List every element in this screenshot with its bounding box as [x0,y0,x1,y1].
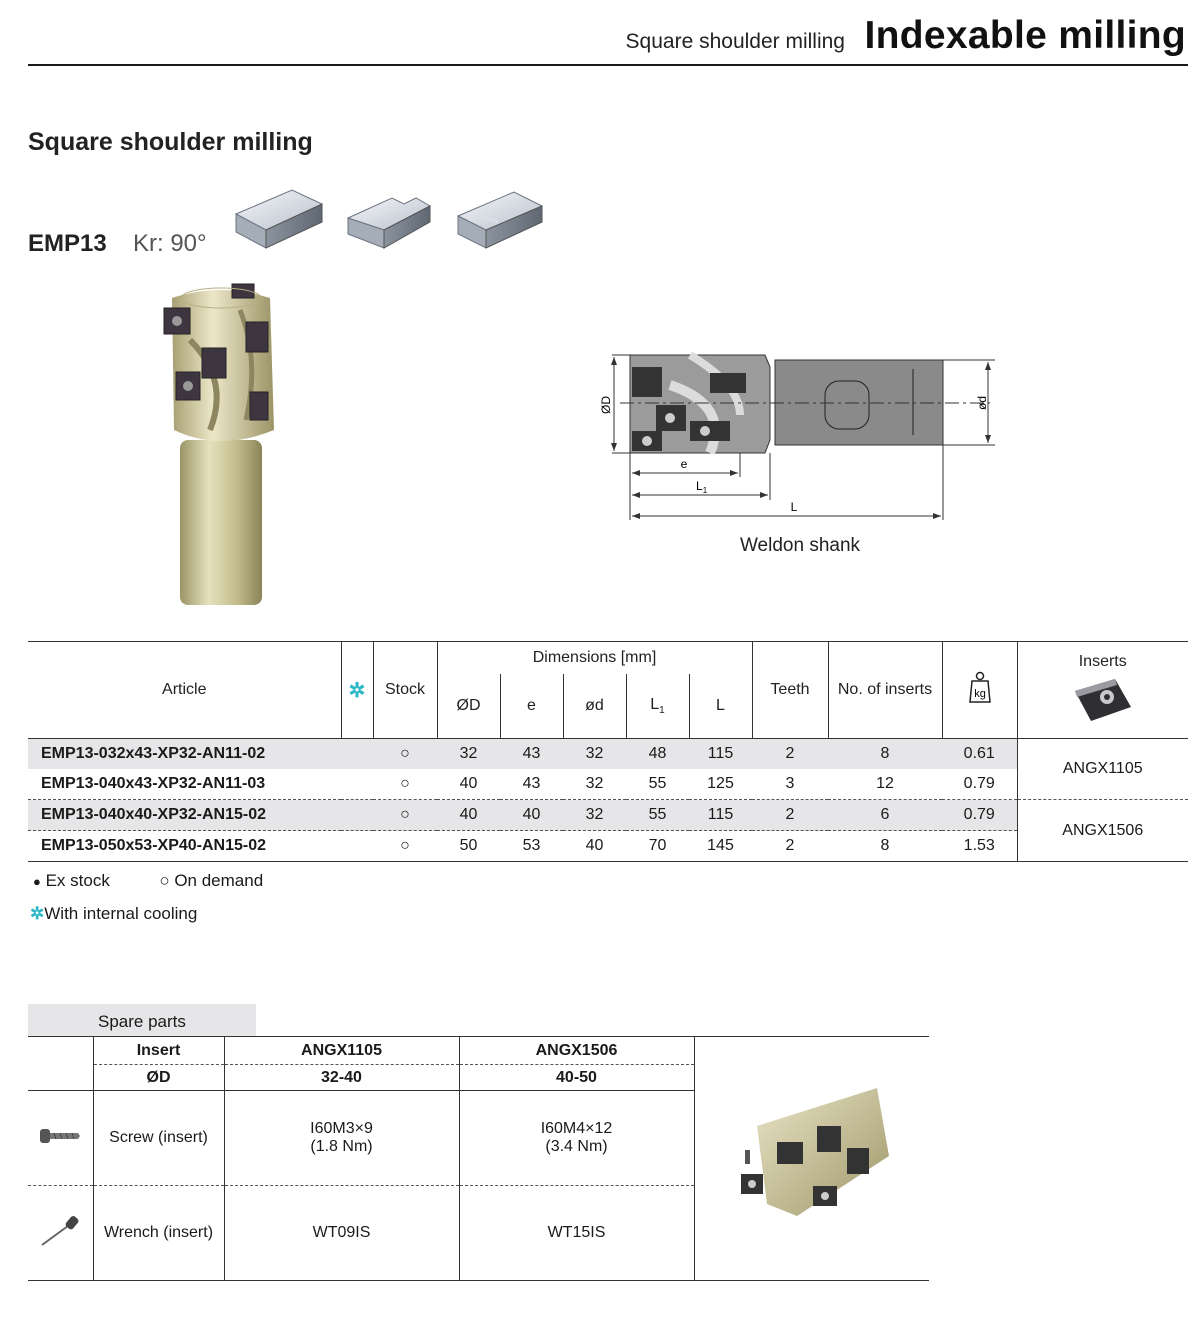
wrench-code-2: WT15IS [459,1186,694,1281]
insert-group-1: ANGX1105 [1017,739,1188,800]
wrench-code-1: WT09IS [224,1186,459,1281]
spare-insert-2: ANGX1506 [459,1037,694,1065]
drawing-caption: Weldon shank [739,535,861,556]
slot-block-icon [458,192,542,248]
legend-stock [33,871,263,891]
col-stock: Stock [373,642,437,739]
tool-assembly-image [694,1037,929,1281]
dim-label-L: L [790,500,798,514]
legend-cooling [30,904,197,924]
dim-label-D: ØD [599,396,613,414]
weldon-shank-drawing [590,345,1010,525]
insert-label: Insert [93,1037,224,1065]
ex-stock-label: Ex stock [45,871,110,890]
col-teeth: Teeth [752,642,828,739]
dim-label-e: e [680,457,688,471]
weight-icon [942,642,1017,739]
block-icon [236,190,322,248]
col-dimensions: Dimensions [mm] [437,642,752,675]
col-inserts-label: Inserts [1078,652,1127,670]
header-rule [28,64,1188,66]
screw-torque-1: (1.8 Nm) [310,1138,373,1155]
dim-label-d: ød [975,395,989,411]
ex-stock-icon: ● [33,874,41,889]
machining-shape-icons [232,186,552,254]
section-title: Square shoulder milling [28,128,313,156]
weight-unit: kg [973,687,986,700]
cooling-label: With internal cooling [44,904,198,923]
col-article: Article [28,642,341,739]
screw-cell-2 [459,1091,694,1186]
wrench-label: Wrench (insert) [93,1186,224,1281]
col-inserts-count: No. of inserts [828,642,942,739]
model-name: EMP13 [28,230,107,257]
table-row: EMP13-040x43-XP32-AN11-03 ○ 40 43 32 55 125 3 12 0.79 [28,769,1188,800]
d-label: ØD [93,1065,224,1091]
screw-cell-1 [224,1091,459,1186]
dim-label-L1: L [696,479,703,493]
spare-parts-tab: Spare parts [28,1004,256,1036]
article-code: EMP13-040x40-XP32-AN15-02 [28,800,341,831]
model-kr: Kr: 90° [133,230,207,257]
stock-status: ○ [373,769,437,800]
col-L: L [689,674,752,739]
on-demand-icon: ○ [159,871,170,890]
col-L1: $L_1$ [626,674,689,739]
table-row: EMP13-050x53-XP40-AN15-02 ○ 50 53 40 70 145 2 8 1.53 [28,831,1188,862]
cooling-legend-icon: ✲ [30,904,45,923]
article-table [28,641,1188,862]
screw-label: Screw (insert) [93,1091,224,1186]
col-e: e [500,674,563,739]
screw-code-2: I60M4×12 [540,1120,613,1137]
spare-range-2: 40-50 [459,1065,694,1091]
shoulder-block-icon [348,198,430,248]
cooling-icon: ✲ [341,642,373,739]
screw-code-1: I60M3×9 [310,1120,373,1137]
screw-icon [28,1091,93,1186]
insert-group-2: ANGX1506 [1017,800,1188,862]
spare-insert-1: ANGX1105 [224,1037,459,1065]
svg-text:L1 [696,479,708,495]
stock-status: ○ [373,800,437,831]
article-code: EMP13-050x53-XP40-AN15-02 [41,837,267,854]
on-demand-label: On demand [174,871,264,890]
col-d: ød [563,674,626,739]
col-D: ØD [437,674,500,739]
insert-image [1071,677,1135,723]
wrench-icon [28,1186,93,1281]
spare-range-1: 32-40 [224,1065,459,1091]
header-subtitle: Square shoulder milling [625,30,845,53]
stock-status: ○ [373,739,437,770]
screw-torque-2: (3.4 Nm) [545,1138,608,1155]
milling-cutter-image [150,280,290,610]
article-code: EMP13-032x43-XP32-AN11-02 [28,739,341,770]
dim-label-L1-sub: 1 [702,486,708,495]
article-code: EMP13-040x43-XP32-AN11-03 [28,769,341,800]
stock-status: ○ [400,837,410,854]
table-row: EMP13-040x40-XP32-AN15-02 ○ 40 40 32 55 115 2 6 0.79 ANGX1506 [28,800,1188,831]
header-title: Indexable milling [864,14,1186,57]
table-row: EMP13-032x43-XP32-AN11-02 ○ 32 43 32 48 115 2 8 0.61 ANGX1105 [28,739,1188,770]
col-inserts [1017,642,1188,739]
spare-parts-table [28,1036,929,1281]
